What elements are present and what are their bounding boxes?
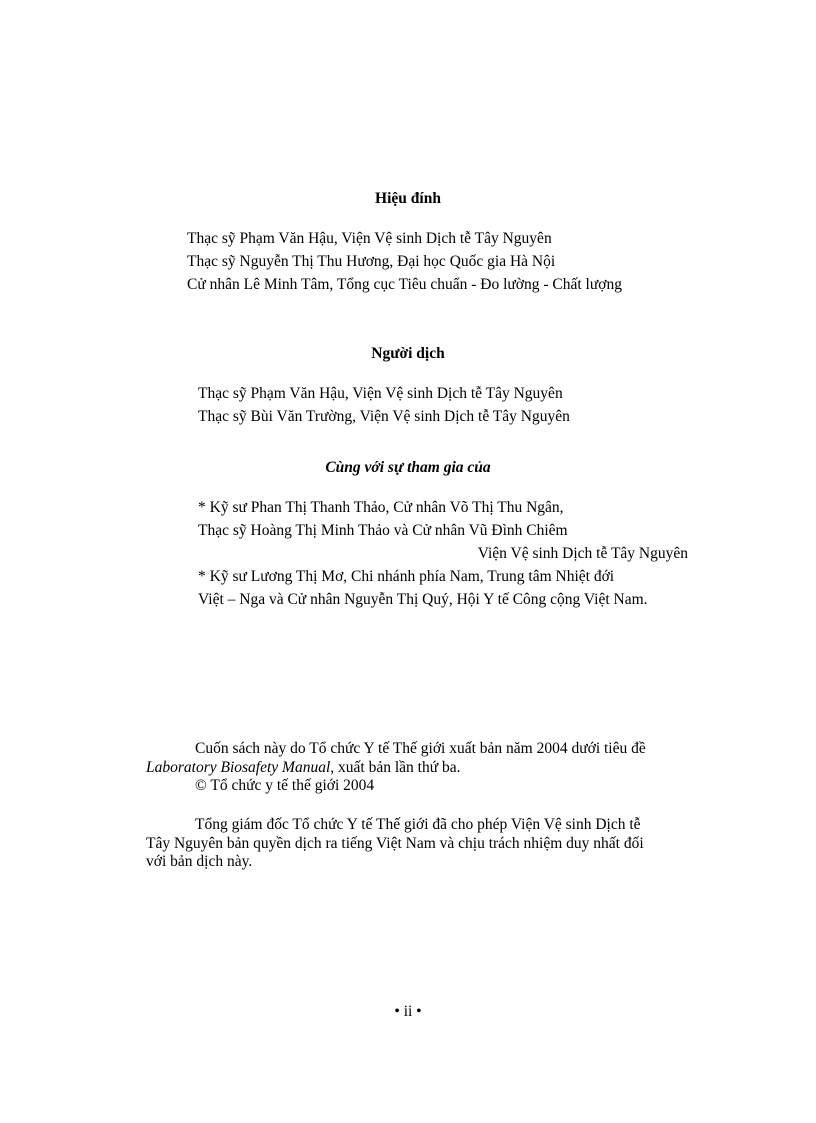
book-title: Laboratory Biosafety Manual (146, 758, 331, 776)
contributor-line-5: Việt – Nga và Cử nhân Nguyễn Thị Quý, Hội Y tế Công cộng Việt Nam. (198, 591, 648, 608)
publication-line-1: Cuốn sách này do Tổ chức Y tế Thế giới xuất bản năm 2004 dưới tiêu đề (195, 740, 646, 757)
editor-line-2: Thạc sỹ Nguyễn Thị Thu Hương, Đại học Quốc gia Hà Nội (187, 253, 556, 270)
editor-line-3: Cử nhân Lê Minh Tâm, Tổng cục Tiêu chuẩn - Đo lường - Chất lượng (187, 276, 622, 293)
page-number: • ii • (394, 1003, 422, 1020)
permission-line-3: với bản dịch này. (146, 853, 253, 870)
editors-heading: Hiệu đính (375, 190, 441, 207)
contributor-line-4: * Kỹ sư Lương Thị Mơ, Chi nhánh phía Nam, Trung tâm Nhiệt đới (198, 568, 615, 585)
copyright-line: © Tổ chức y tế thế giới 2004 (195, 777, 375, 794)
permission-line-1: Tổng giám đốc Tổ chức Y tế Thế giới đã cho phép Viện Vệ sinh Dịch tễ (195, 816, 641, 833)
publication-line-2: Laboratory Biosafety Manual, xuất bản lần thứ ba. (146, 758, 461, 776)
contributor-line-2: Thạc sỹ Hoàng Thị Minh Thảo và Cử nhân Vũ Đình Chiêm (198, 522, 568, 539)
contributor-line-1: * Kỹ sư Phan Thị Thanh Thảo, Cử nhân Võ Thị Thu Ngân, (198, 499, 564, 516)
publication-paragraph (146, 740, 688, 796)
translators-heading: Người dịch (371, 345, 445, 362)
editor-line-1: Thạc sỹ Phạm Văn Hậu, Viện Vệ sinh Dịch tễ Tây Nguyên (187, 230, 552, 247)
translator-line-1: Thạc sỹ Phạm Văn Hậu, Viện Vệ sinh Dịch tễ Tây Nguyên (198, 385, 563, 402)
translator-line-2: Thạc sỹ Bùi Văn Trường, Viện Vệ sinh Dịch tễ Tây Nguyên (198, 408, 570, 425)
contributors-heading: Cùng với sự tham gia của (325, 459, 491, 476)
permission-paragraph (146, 816, 688, 872)
permission-line-2: Tây Nguyên bản quyền dịch ra tiếng Việt Nam và chịu trách nhiệm duy nhất đối (146, 834, 644, 852)
contributor-line-3: Viện Vệ sinh Dịch tễ Tây Nguyên (477, 545, 688, 562)
